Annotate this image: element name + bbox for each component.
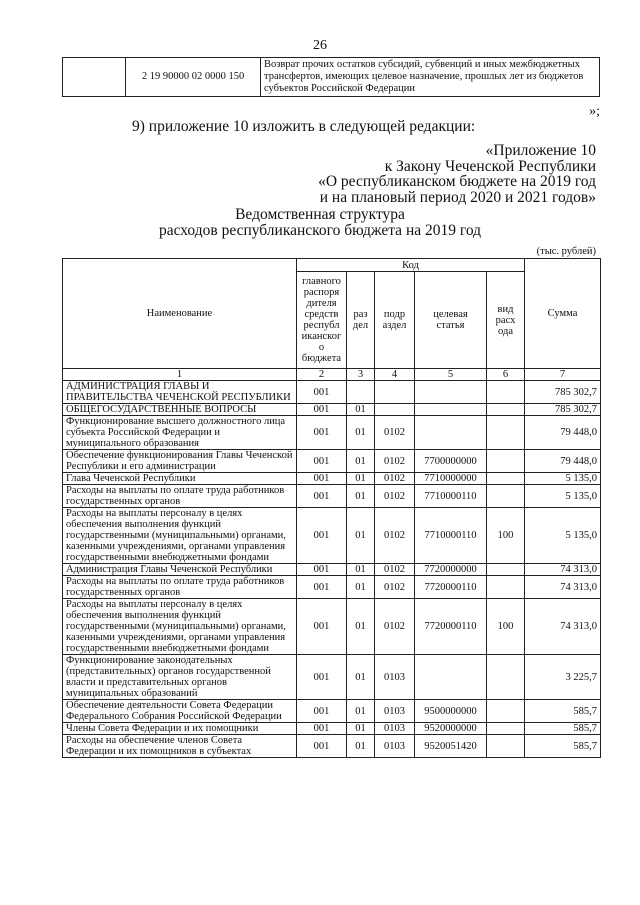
cell-cs: 7710000000: [415, 473, 487, 485]
numbering-row: [63, 369, 601, 381]
page-number: 26: [313, 38, 327, 53]
header-vr: вид расх ода: [487, 272, 525, 369]
cell-vr: [487, 416, 525, 450]
cell-cs: [415, 381, 487, 404]
cell-pr: 0102: [375, 576, 415, 599]
num-cell: 4: [375, 369, 415, 381]
cell-sum: 785 302,7: [525, 404, 601, 416]
cell-pr: [375, 404, 415, 416]
cell-name: Расходы на выплаты по оплате труда работников государственных органов: [63, 485, 297, 508]
cell-g: 001: [297, 404, 347, 416]
cell-vr: [487, 404, 525, 416]
appendix-line: «Приложение 10: [485, 142, 596, 159]
cell-g: 001: [297, 473, 347, 485]
cell-pr: 0102: [375, 450, 415, 473]
cell-cs: 7720000110: [415, 599, 487, 655]
cell-cs: 7700000000: [415, 450, 487, 473]
cell-name: Администрация Главы Чеченской Республики: [63, 564, 297, 576]
code-cell: 2 19 90000 02 0000 150: [126, 58, 261, 97]
cell-cs: 9520000000: [415, 723, 487, 735]
cell-rz: [347, 381, 375, 404]
num-cell: 7: [525, 369, 601, 381]
cell-name: Глава Чеченской Республики: [63, 473, 297, 485]
table-row: [63, 735, 601, 758]
cell-g: 001: [297, 723, 347, 735]
cell-g: 001: [297, 655, 347, 700]
header-summa: Сумма: [525, 259, 601, 369]
text-cell: Возврат прочих остатков субсидий, субвенций и иных межбюджетных трансфертов, имеющих целевое назначение, прошлых лет из бюджетов субъектов Российской Федерации: [261, 58, 600, 97]
table-row: [63, 564, 601, 576]
cell-sum: 5 135,0: [525, 473, 601, 485]
header-kod: Код: [297, 259, 525, 272]
num-cell: 2: [297, 369, 347, 381]
cell-name: Расходы на выплаты персоналу в целях обеспечения выполнения функций государственными (муниципальными) органами, казенными учреждениями, органами управления государственными внебюджетными фондами: [63, 599, 297, 655]
cell-pr: 0102: [375, 485, 415, 508]
cell-pr: 0103: [375, 655, 415, 700]
cell-cs: 7720000110: [415, 576, 487, 599]
cell-name: Расходы на выплаты по оплате труда работников государственных органов: [63, 576, 297, 599]
table-row: [63, 508, 601, 564]
num-cell: 5: [415, 369, 487, 381]
cell-vr: [487, 564, 525, 576]
cell-name: Члены Совета Федерации и их помощники: [63, 723, 297, 735]
cell-name: Функционирование законодательных (представительных) органов государственной власти и представительных органов муниципальных образований: [63, 655, 297, 700]
cell-sum: 785 302,7: [525, 381, 601, 404]
cell-g: 001: [297, 564, 347, 576]
item-9: 9) приложение 10 изложить в следующей редакции:: [132, 118, 476, 135]
cell-vr: 100: [487, 599, 525, 655]
cell-g: 001: [297, 700, 347, 723]
cell-cs: [415, 416, 487, 450]
cell-vr: [487, 655, 525, 700]
cell-sum: 74 313,0: [525, 564, 601, 576]
header-grbs: главного распоря дителя средств республ иканског о бюджета: [297, 272, 347, 369]
cell-rz: 01: [347, 508, 375, 564]
cell-name: ОБЩЕГОСУДАРСТВЕННЫЕ ВОПРОСЫ: [63, 404, 297, 416]
empty-cell: [63, 58, 126, 97]
cell-vr: [487, 473, 525, 485]
quote-end: »;: [589, 104, 600, 119]
cell-g: 001: [297, 599, 347, 655]
cell-rz: 01: [347, 655, 375, 700]
cell-g: 001: [297, 735, 347, 758]
cell-rz: 01: [347, 473, 375, 485]
header-razdel: раз дел: [347, 272, 375, 369]
cell-rz: 01: [347, 564, 375, 576]
cell-vr: [487, 381, 525, 404]
cell-rz: 01: [347, 735, 375, 758]
table-row: [63, 473, 601, 485]
cell-pr: 0102: [375, 508, 415, 564]
cell-g: 001: [297, 508, 347, 564]
cell-name: Функционирование высшего должностного лица субъекта Российской Федерации и муниципального образования: [63, 416, 297, 450]
cell-pr: 0103: [375, 700, 415, 723]
appendix-line: и на плановый период 2020 и 2021 годов»: [319, 188, 596, 206]
document-title: [0, 207, 640, 239]
cell-rz: 01: [347, 599, 375, 655]
cell-sum: 74 313,0: [525, 576, 601, 599]
cell-vr: 100: [487, 508, 525, 564]
units-label: (тыс. рублей): [536, 246, 596, 257]
cell-pr: 0103: [375, 735, 415, 758]
cell-cs: [415, 404, 487, 416]
num-cell: 1: [63, 369, 297, 381]
cell-name: Обеспечение деятельности Совета Федерации Федерального Собрания Российской Федерации: [63, 700, 297, 723]
cell-pr: 0102: [375, 473, 415, 485]
cell-sum: 585,7: [525, 700, 601, 723]
cell-vr: [487, 576, 525, 599]
table-row: [63, 404, 601, 416]
cell-vr: [487, 450, 525, 473]
table-row: [63, 450, 601, 473]
cell-g: 001: [297, 485, 347, 508]
cell-pr: 0102: [375, 416, 415, 450]
top-table: [62, 57, 600, 97]
cell-pr: [375, 381, 415, 404]
cell-cs: 7720000000: [415, 564, 487, 576]
cell-rz: 01: [347, 404, 375, 416]
cell-vr: [487, 735, 525, 758]
cell-vr: [487, 723, 525, 735]
cell-cs: 7710000110: [415, 508, 487, 564]
cell-g: 001: [297, 450, 347, 473]
table-row: [63, 700, 601, 723]
cell-rz: 01: [347, 485, 375, 508]
cell-cs: 9500000000: [415, 700, 487, 723]
cell-rz: 01: [347, 723, 375, 735]
header-podrazdel: подр аздел: [375, 272, 415, 369]
table-row: [63, 723, 601, 735]
cell-rz: 01: [347, 450, 375, 473]
cell-sum: 5 135,0: [525, 485, 601, 508]
cell-sum: 5 135,0: [525, 508, 601, 564]
cell-g: 001: [297, 416, 347, 450]
table-row: [63, 416, 601, 450]
title-line: Ведомственная структура: [235, 206, 405, 223]
table-row: [63, 655, 601, 700]
cell-cs: 9520051420: [415, 735, 487, 758]
cell-sum: 3 225,7: [525, 655, 601, 700]
table-row: [63, 381, 601, 404]
cell-sum: 74 313,0: [525, 599, 601, 655]
table-row: [63, 485, 601, 508]
cell-name: Расходы на выплаты персоналу в целях обеспечения выполнения функций государственными (муниципальными) органами, казенными учреждениями, органами управления государственными внебюджетными фондами: [63, 508, 297, 564]
appendix-line: «О республиканском бюджете на 2019 год: [318, 173, 596, 190]
budget-table: [62, 258, 601, 758]
cell-sum: 79 448,0: [525, 450, 601, 473]
cell-name: АДМИНИСТРАЦИЯ ГЛАВЫ И ПРАВИТЕЛЬСТВА ЧЕЧЕНСКОЙ РЕСПУБЛИКИ: [63, 381, 297, 404]
cell-name: Расходы на обеспечение членов Совета Федерации и их помощников в субъектах: [63, 735, 297, 758]
cell-pr: 0102: [375, 564, 415, 576]
cell-name: Обеспечение функционирования Главы Чеченской Республики и его администрации: [63, 450, 297, 473]
appendix-line: к Закону Чеченской Республики: [384, 157, 596, 175]
cell-vr: [487, 485, 525, 508]
table-row: [63, 576, 601, 599]
cell-rz: 01: [347, 700, 375, 723]
cell-rz: 01: [347, 416, 375, 450]
num-cell: 3: [347, 369, 375, 381]
num-cell: 6: [487, 369, 525, 381]
cell-g: 001: [297, 576, 347, 599]
cell-cs: 7710000110: [415, 485, 487, 508]
header-cs: целевая статья: [415, 272, 487, 369]
cell-g: 001: [297, 381, 347, 404]
table-body: [63, 381, 601, 758]
cell-pr: 0102: [375, 599, 415, 655]
header-name: Наименование: [63, 259, 297, 369]
cell-rz: 01: [347, 576, 375, 599]
table-row: [63, 58, 600, 97]
appendix-heading: [318, 143, 596, 205]
cell-sum: 79 448,0: [525, 416, 601, 450]
cell-pr: 0103: [375, 723, 415, 735]
cell-vr: [487, 700, 525, 723]
cell-sum: 585,7: [525, 723, 601, 735]
header-row: [63, 259, 601, 272]
cell-cs: [415, 655, 487, 700]
title-line: расходов республиканского бюджета на 2019 год: [158, 222, 482, 239]
table-row: [63, 599, 601, 655]
cell-sum: 585,7: [525, 735, 601, 758]
